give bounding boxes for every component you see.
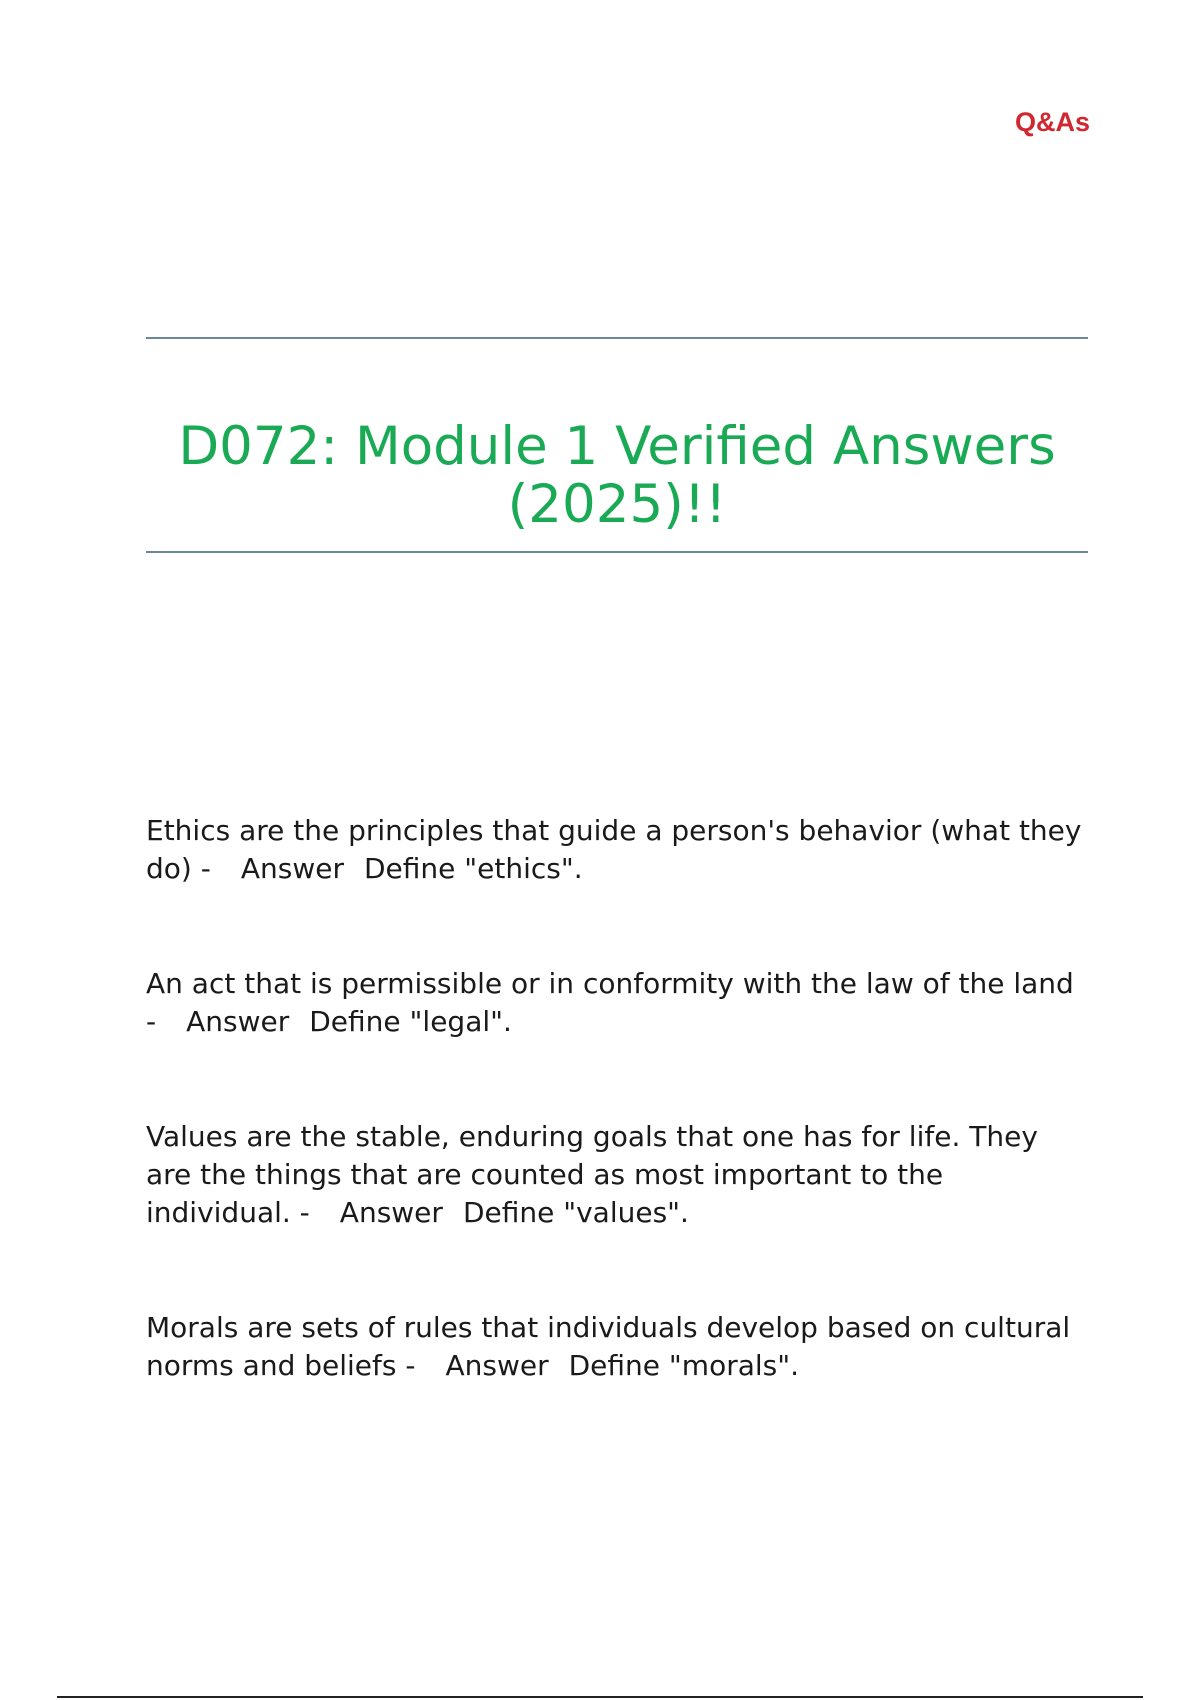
qa-item — [146, 1118, 1088, 1232]
footer-rule — [57, 1696, 1143, 1698]
title-bottom-rule — [146, 551, 1088, 553]
qa-answer-text: Ethics are the principles that guide a person's behavior (what they do) - — [146, 814, 1082, 885]
qa-question: Define "ethics". — [363, 852, 583, 885]
qa-item — [146, 812, 1088, 888]
qa-answer-label: Answer — [186, 1005, 290, 1038]
qa-answer-text: An act that is permissible or in conformity with the law of the land - — [146, 967, 1074, 1038]
qa-question: Define "values". — [462, 1196, 689, 1229]
qa-list — [146, 812, 1088, 1462]
qa-answer-text: Values are the stable, enduring goals that one has for life. They are the things that are counted as most important to the individual. - — [146, 1120, 1038, 1229]
qa-answer-text: Morals are sets of rules that individuals develop based on cultural norms and beliefs - — [146, 1311, 1071, 1382]
header-tag: Q&As — [1014, 107, 1090, 137]
qa-question: Define "morals". — [568, 1349, 800, 1382]
qa-item — [146, 965, 1088, 1041]
qa-answer-label: Answer — [445, 1349, 549, 1382]
document-title: D072: Module 1 Verified Answers (2025)!! — [178, 416, 1056, 535]
qa-question: Define "legal". — [309, 1005, 512, 1038]
qa-answer-label: Answer — [339, 1196, 443, 1229]
qa-answer-label: Answer — [240, 852, 344, 885]
title-top-rule — [146, 337, 1088, 339]
qa-item — [146, 1309, 1088, 1385]
